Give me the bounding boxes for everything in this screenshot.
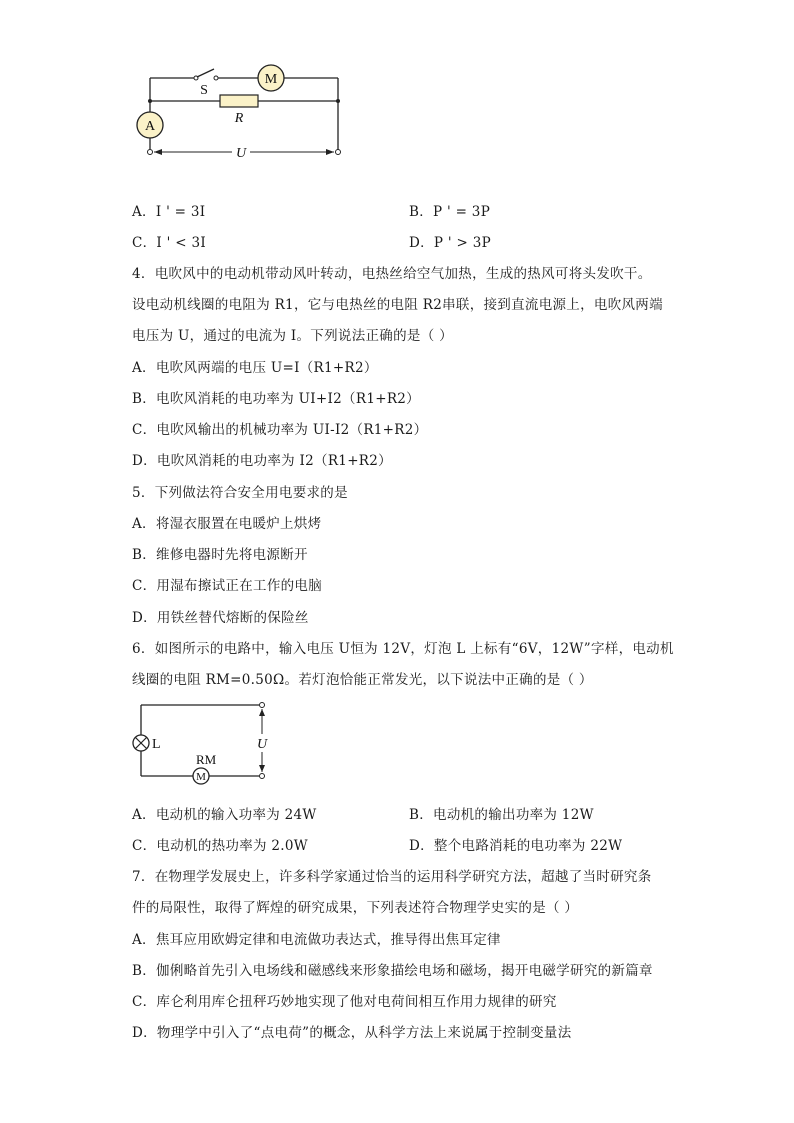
- q5-option-b[interactable]: B．维修电器时先将电源断开: [132, 547, 308, 563]
- switch-label: S: [200, 83, 208, 98]
- resistor-symbol: [220, 95, 258, 107]
- circuit-figure-2: [0, 695, 794, 795]
- q5-option-a[interactable]: A．将湿衣服置在电暖炉上烘烤: [132, 516, 322, 532]
- q4-option-b[interactable]: B．电吹风消耗的电功率为 UI+I2（R1+R2）: [132, 391, 420, 407]
- q6-stem-line2: 线圈的电阻 RM=0.50Ω。若灯泡恰能正常发光，以下说法中正确的是（ ）: [132, 672, 593, 688]
- q4-option-c[interactable]: C．电吹风输出的机械功率为 UI-I2（R1+R2）: [132, 422, 428, 438]
- q5-stem: 5．下列做法符合安全用电要求的是: [132, 485, 348, 501]
- q3-option-a[interactable]: A．I ' = 3I: [132, 204, 206, 220]
- q5-option-c[interactable]: C．用湿布擦试正在工作的电脑: [132, 578, 323, 594]
- resistor-label: R: [234, 111, 244, 126]
- q6-voltage-label: U: [256, 737, 268, 752]
- q6-option-d[interactable]: D．整个电路消耗的电功率为 22W: [409, 838, 623, 854]
- q6-option-b[interactable]: B．电动机的输出功率为 12W: [409, 807, 594, 823]
- motor-label: M: [264, 72, 278, 87]
- q6-stem-line1: 6．如图所示的电路中，输入电压 U恒为 12V，灯泡 L 上标有“6V，12W”字样，电动机: [132, 641, 674, 657]
- motor-rm-letter: M: [196, 771, 206, 783]
- q7-option-d[interactable]: D．物理学中引入了“点电荷”的概念，从科学方法上来说属于控制变量法: [132, 1025, 572, 1041]
- q4-option-a[interactable]: A．电吹风两端的电压 U=I（R1+R2）: [132, 360, 378, 376]
- q7-stem-line1: 7．在物理学发展史上，许多科学家通过恰当的运用科学研究方法，超越了当时研究条: [132, 869, 652, 885]
- q4-stem-line1: 4．电吹风中的电动机带动风叶转动，电热丝给空气加热，生成的热风可将头发吹干。: [132, 266, 652, 282]
- q4-option-d[interactable]: D．电吹风消耗的电功率为 I2（R1+R2）: [132, 453, 392, 469]
- q5-option-d[interactable]: D．用铁丝替代熔断的保险丝: [132, 610, 309, 626]
- q3-option-c[interactable]: C．I ' < 3I: [132, 235, 206, 251]
- circuit-figure-1: [0, 55, 794, 235]
- lamp-label: L: [152, 737, 161, 752]
- q6-option-c[interactable]: C．电动机的热功率为 2.0W: [132, 838, 308, 854]
- ammeter-label: A: [144, 119, 156, 134]
- q4-stem-line3: 电压为 U，通过的电流为 I。下列说法正确的是（ ）: [132, 328, 453, 344]
- q3-option-d[interactable]: D．P ' > 3P: [409, 235, 491, 251]
- q7-option-a[interactable]: A．焦耳应用欧姆定律和电流做功表达式，推导得出焦耳定律: [132, 932, 501, 948]
- voltage-label: U: [235, 146, 247, 161]
- q7-option-b[interactable]: B．伽俐略首先引入电场线和磁感线来形象描绘电场和磁场，揭开电磁学研究的新篇章: [132, 963, 653, 979]
- q3-option-b[interactable]: B．P ' = 3P: [409, 204, 491, 220]
- rm-label: RM: [196, 752, 217, 767]
- q7-option-c[interactable]: C．库仑利用库仑扭秤巧妙地实现了他对电荷间相互作用力规律的研究: [132, 994, 557, 1010]
- q6-option-a[interactable]: A．电动机的输入功率为 24W: [132, 807, 317, 823]
- q7-stem-line2: 件的局限性，取得了辉煌的研究成果，下列表述符合物理学史实的是（ ）: [132, 900, 579, 916]
- q4-stem-line2: 设电动机线圈的电阻为 R1，它与电热丝的电阻 R2串联，接到直流电源上，电吹风两端: [132, 297, 663, 313]
